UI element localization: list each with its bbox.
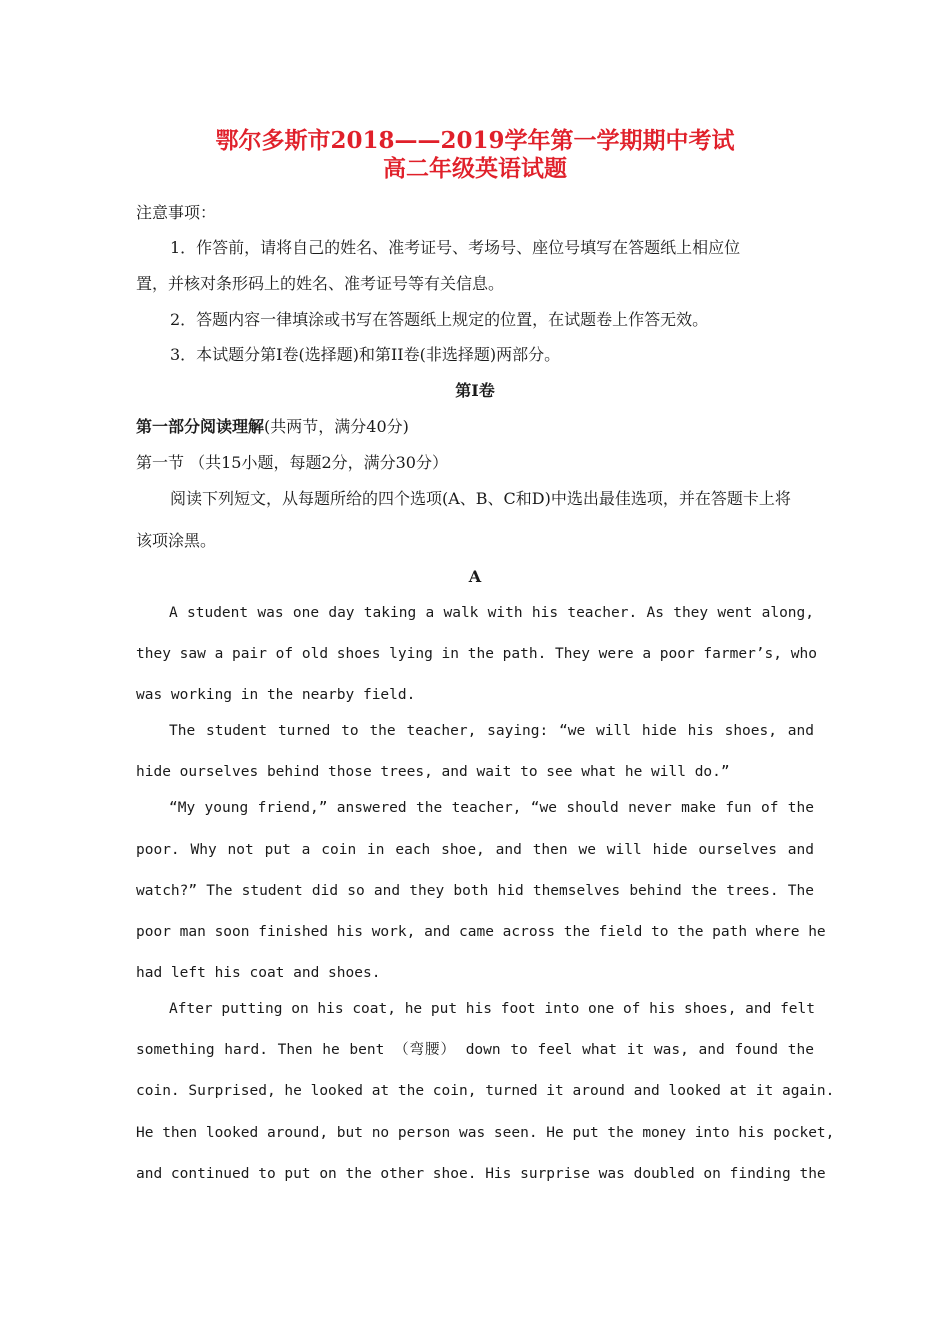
notice-heading: 注意事项： xyxy=(136,203,217,222)
notice-item-1-cont: 置，并核对条形码上的姓名、准考证号等有关信息。 xyxy=(136,274,505,293)
exam-title: 鄂尔多斯市2018——2019学年第一学期期中考试 xyxy=(215,127,735,154)
passage-line: they saw a pair of old shoes lying in the path. They were a poor farmer’s, who xyxy=(136,646,817,662)
passage-line: A student was one day taking a walk with his teacher. As they went along, xyxy=(169,605,814,621)
part-title: 第一部分阅读理解 xyxy=(136,417,265,436)
passage-line: He then looked around, but no person was seen. He put the money into his pocket, xyxy=(136,1125,835,1141)
part-heading xyxy=(136,417,409,437)
exam-subtitle: 高二年级英语试题 xyxy=(383,155,567,182)
passage-line: hide ourselves behind those trees, and wait to see what he will do.” xyxy=(136,764,730,780)
passage-line: The student turned to the teacher, saying: “we will hide his shoes, and xyxy=(169,723,814,739)
notice-item-3: 3．本试题分第Ⅰ卷(选择题)和第II卷(非选择题)两部分。 xyxy=(170,345,561,364)
passage-label: A xyxy=(468,567,482,586)
notice-item-2: 2．答题内容一律填涂或书写在答题纸上规定的位置，在试题卷上作答无效。 xyxy=(170,310,709,329)
instruction-line-1: 阅读下列短文，从每题所给的四个选项(A、B、C和D)中选出最佳选项，并在答题卡上将 xyxy=(170,489,791,508)
passage-line: something hard. Then he bent （弯腰） down to feel what it was, and found the xyxy=(136,1042,814,1058)
notice-item-1: 1．作答前，请将自己的姓名、准考证号、考场号、座位号填写在答题纸上相应位 xyxy=(170,238,741,257)
passage-line: After putting on his coat, he put his foot into one of his shoes, and felt xyxy=(169,1001,816,1017)
subsection-heading: 第一节 （共15小题，每题2分，满分30分） xyxy=(136,453,448,472)
passage-line: was working in the nearby field. xyxy=(136,687,416,703)
passage-line: poor. Why not put a coin in each shoe, and then we will hide ourselves and xyxy=(136,842,814,858)
passage-line: and continued to put on the other shoe. His surprise was doubled on finding the xyxy=(136,1166,826,1182)
passage-line: watch?” The student did so and they both hid themselves behind the trees. The xyxy=(136,883,814,899)
passage-line: poor man soon finished his work, and came across the field to the path where he xyxy=(136,924,826,940)
passage-line: coin. Surprised, he looked at the coin, turned it around and looked at it again. xyxy=(136,1083,835,1099)
passage-line: had left his coat and shoes. xyxy=(136,965,381,981)
passage-line: “My young friend,” answered the teacher, “we should never make fun of the xyxy=(169,800,814,816)
part-note: (共两节，满分40分) xyxy=(264,417,409,436)
instruction-line-2: 该项涂黑。 xyxy=(136,531,217,550)
volume-title: 第Ⅰ卷 xyxy=(455,381,495,400)
